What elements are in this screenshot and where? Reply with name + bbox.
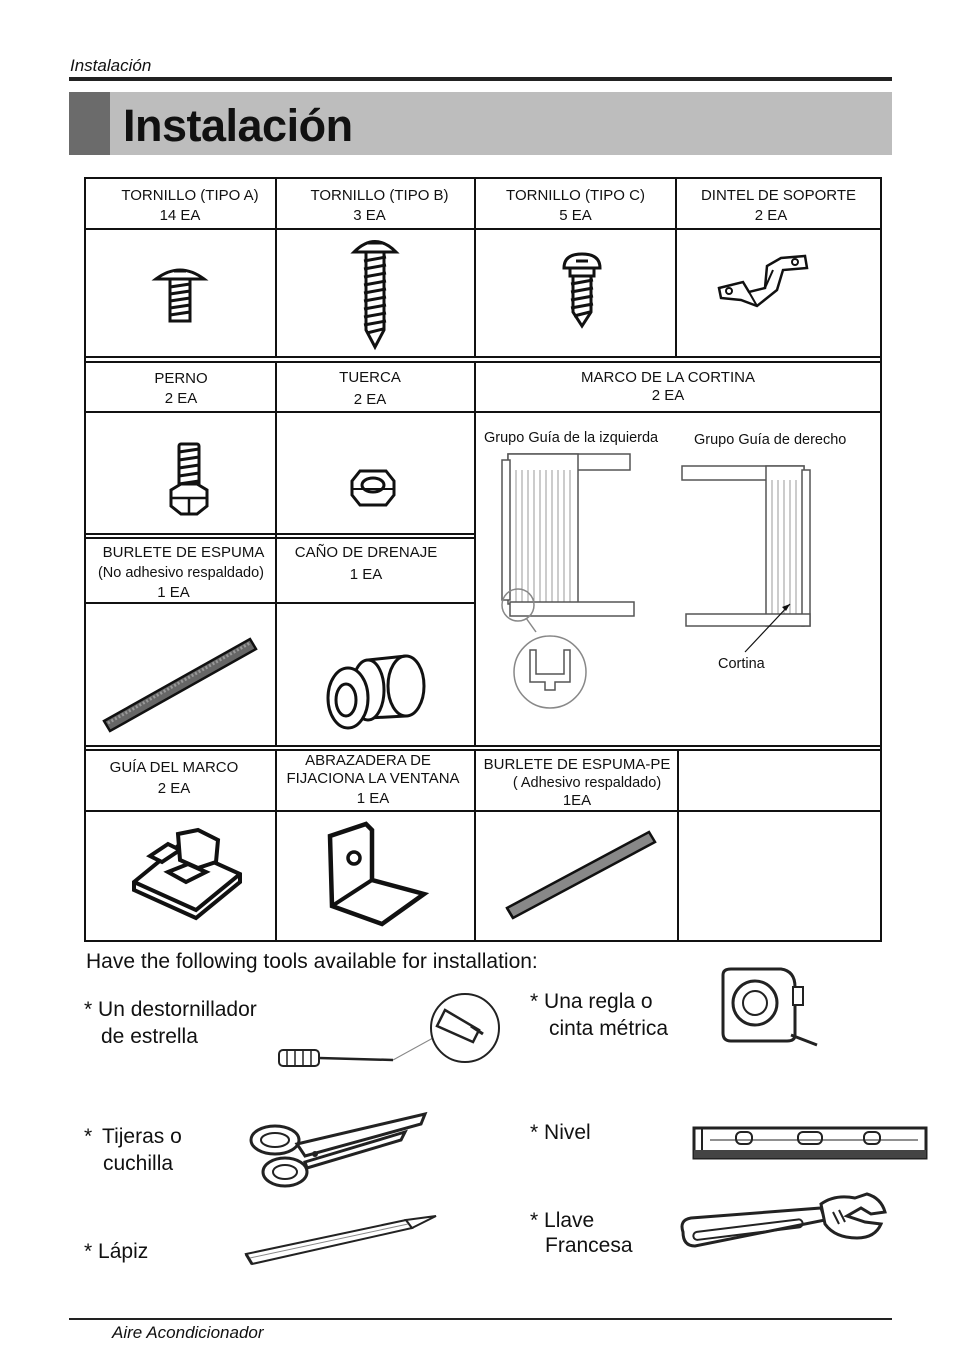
right-guide-label: Grupo Guía de derecho — [694, 432, 847, 448]
part-label-frame-guide: GUÍA DEL MARCO 2 EA — [109, 759, 239, 797]
screwdriver-icon — [275, 990, 505, 1075]
part-label-clamp: ABRAZADERA DE FIJACIONA LA VENTANA 1 EA — [286, 752, 460, 807]
part-label-nut: TUERCA 2 EA — [339, 369, 401, 408]
tool-wrench-label: * Llave Francesa — [530, 1209, 633, 1257]
section-label: Instalación — [70, 56, 152, 75]
part-label-drain: CAÑO DE DRENAJE 1 EA — [294, 544, 438, 583]
curtain-frame-icon — [490, 450, 830, 720]
tool-tape-label: * Una regla o cinta métrica — [530, 990, 669, 1040]
part-label-screw-c: TORNILLO (TIPO C) 5 EA — [506, 187, 645, 224]
tool-pencil-label: * Lápiz — [84, 1240, 149, 1263]
tools-heading: Have the following tools available for installation: — [86, 950, 538, 973]
adjustable-wrench-icon — [675, 1190, 890, 1255]
screw-a-icon — [150, 265, 210, 330]
page-title: Instalación — [123, 100, 353, 151]
drain-pipe-icon — [318, 648, 430, 738]
title-block — [69, 92, 110, 155]
left-guide-label: Grupo Guía de la izquierda — [484, 430, 659, 446]
part-label-foam-pe: BURLETE DE ESPUMA-PE ( Adhesivo respaldado) 1EA — [483, 756, 671, 809]
tool-scissors-label: * Tijeras o cuchilla — [84, 1125, 182, 1175]
support-lintel-icon — [715, 250, 810, 310]
level-icon — [690, 1122, 930, 1164]
window-clamp-icon — [322, 820, 432, 930]
bolt-icon — [165, 440, 213, 520]
pencil-icon — [240, 1212, 440, 1270]
part-label-screw-a: TORNILLO (TIPO A) 14 EA — [121, 187, 259, 224]
footer-rule — [69, 1318, 892, 1320]
tool-screwdriver-label: * Un destornillador de estrella — [84, 998, 257, 1048]
screw-b-icon — [350, 235, 400, 350]
screw-c-icon — [560, 250, 604, 330]
tool-level-label: * Nivel — [530, 1121, 591, 1144]
part-label-lintel: DINTEL DE SOPORTE 2 EA — [700, 187, 857, 224]
tape-measure-icon — [715, 965, 820, 1050]
scissors-icon — [245, 1110, 430, 1195]
header-rule — [69, 77, 892, 81]
frame-guide-icon — [128, 826, 248, 922]
foam-strip-icon — [100, 635, 260, 735]
part-label-bolt: PERNO 2 EA — [154, 370, 208, 407]
part-label-screw-b: TORNILLO (TIPO B) 3 EA — [310, 187, 449, 224]
foam-pe-strip-icon — [503, 828, 658, 923]
part-label-foam: BURLETE DE ESPUMA (No adhesivo respaldado) 1 EA — [97, 544, 265, 601]
part-label-curtain-frame: MARCO DE LA CORTINA 2 EA — [581, 369, 755, 404]
curtain-label: Cortina — [718, 656, 765, 672]
footer-label: Aire Acondicionador — [112, 1323, 264, 1342]
nut-icon — [348, 465, 398, 511]
